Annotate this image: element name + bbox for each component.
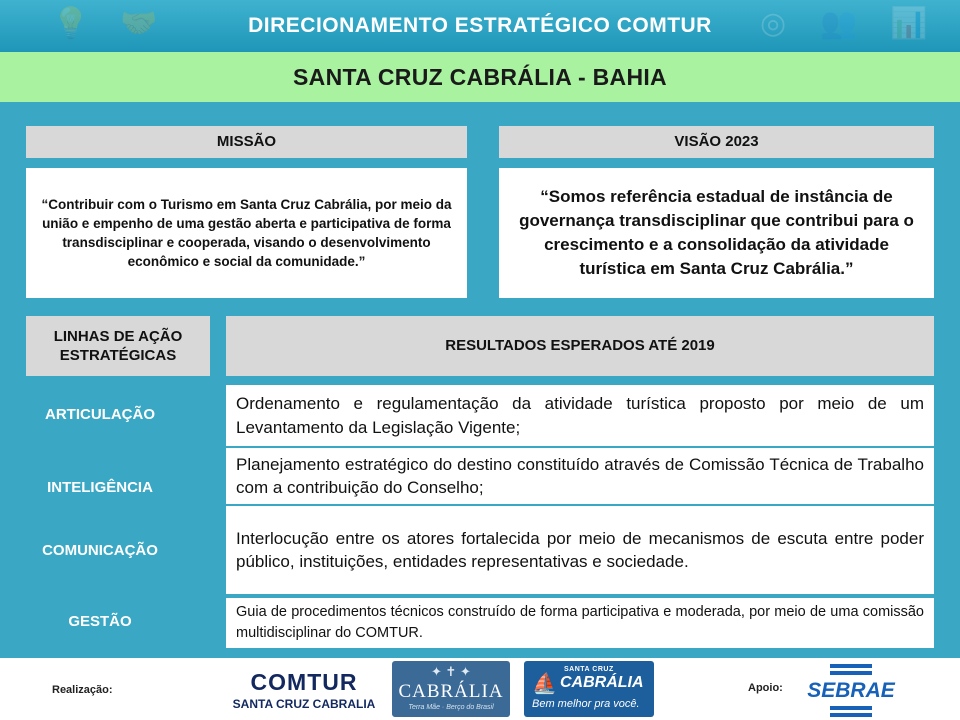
footer (0, 658, 960, 720)
line-label-articulacao: ARTICULAÇÃO (45, 406, 155, 423)
result-row (226, 448, 934, 504)
vision-box (499, 168, 934, 298)
mission-label: MISSÃO (26, 126, 467, 158)
cabralia-logo-tagline: Terra Mãe · Berço do Brasil (408, 704, 494, 711)
line-label-comunicacao: COMUNICAÇÃO (42, 542, 158, 559)
people-icon: 👥 (820, 7, 858, 40)
result-text: Guia de procedimentos técnicos construído de forma participativa e moderada, por meio de uma comissão multidisciplinar do COMTUR. (236, 604, 924, 641)
line-label-gestao: GESTÃO (68, 613, 132, 630)
sebrae-stripe (830, 664, 872, 668)
crest-icon: ✦ ✝ ✦ (431, 664, 471, 679)
sebrae-logo (806, 664, 896, 718)
results-header: RESULTADOS ESPERADOS ATÉ 2019 (226, 316, 934, 376)
line-label-inteligencia: INTELIGÊNCIA (47, 479, 153, 496)
result-row (226, 598, 934, 648)
result-row (226, 506, 934, 594)
lightbulb-icon: 💡 (52, 7, 90, 40)
content-panel (0, 102, 960, 658)
result-text: Planejamento estratégico do destino constituído através de Comissão Técnica de Trabalho com a contribuição do Conselho; (236, 454, 924, 497)
result-text: Interlocução entre os atores fortalecida por meio de mecanismos de escuta entre poder público, instituições, entidades representativas e sociedade. (236, 528, 924, 571)
cabralia-logo-name: CABRÁLIA (398, 681, 504, 702)
mission-box (26, 168, 467, 298)
bar-chart-icon: 📊 (890, 7, 928, 40)
cabralia-logo (392, 661, 510, 717)
sebrae-stripe (830, 671, 872, 675)
page-title: DIRECIONAMENTO ESTRATÉGICO COMTUR (248, 14, 712, 37)
vision-text: “Somos referência estadual de instância de governança transdisciplinar que contribui para o crescimento e a consolidação da atividade turística em Santa Cruz Cabrália.” (519, 186, 914, 279)
vision-label: VISÃO 2023 (499, 126, 934, 158)
page-subtitle: SANTA CRUZ CABRÁLIA - BAHIA (0, 52, 960, 102)
sebrae-stripe (830, 706, 872, 710)
sebrae-stripe (830, 713, 872, 717)
target-icon: ◎ (760, 7, 787, 40)
result-text: Ordenamento e regulamentação da atividade turística proposto por meio de um Levantamento da Legislação Vigente; (236, 394, 924, 437)
cabralia-tourism-logo-slogan: Bem melhor pra você. (532, 698, 640, 710)
boat-icon: ⛵ (532, 673, 557, 695)
lines-header: LINHAS DE AÇÃO ESTRATÉGICAS (26, 316, 210, 376)
cabralia-tourism-logo-top: SANTA CRUZ (564, 666, 614, 673)
handshake-icon: 🤝 (120, 7, 158, 40)
result-row (226, 385, 934, 446)
cabralia-tourism-logo (524, 661, 654, 717)
sebrae-logo-text: SEBRAE (807, 679, 895, 702)
comtur-logo-line2: SANTA CRUZ CABRALIA (232, 697, 376, 711)
cabralia-tourism-logo-name: CABRÁLIA (560, 674, 644, 691)
realizacao-label: Realização: (52, 684, 113, 696)
comtur-logo (228, 671, 380, 711)
mission-text: “Contribuir com o Turismo em Santa Cruz Cabrália, por meio da união e empenho de uma gestão aberta e participativa de forma transdisciplinar e cooperada, visando o desenvolvimento econômico e social da comunidade.” (41, 196, 452, 270)
comtur-logo-line1: COMTUR (250, 669, 358, 695)
apoio-label: Apoio: (748, 682, 783, 694)
top-banner (0, 0, 960, 52)
